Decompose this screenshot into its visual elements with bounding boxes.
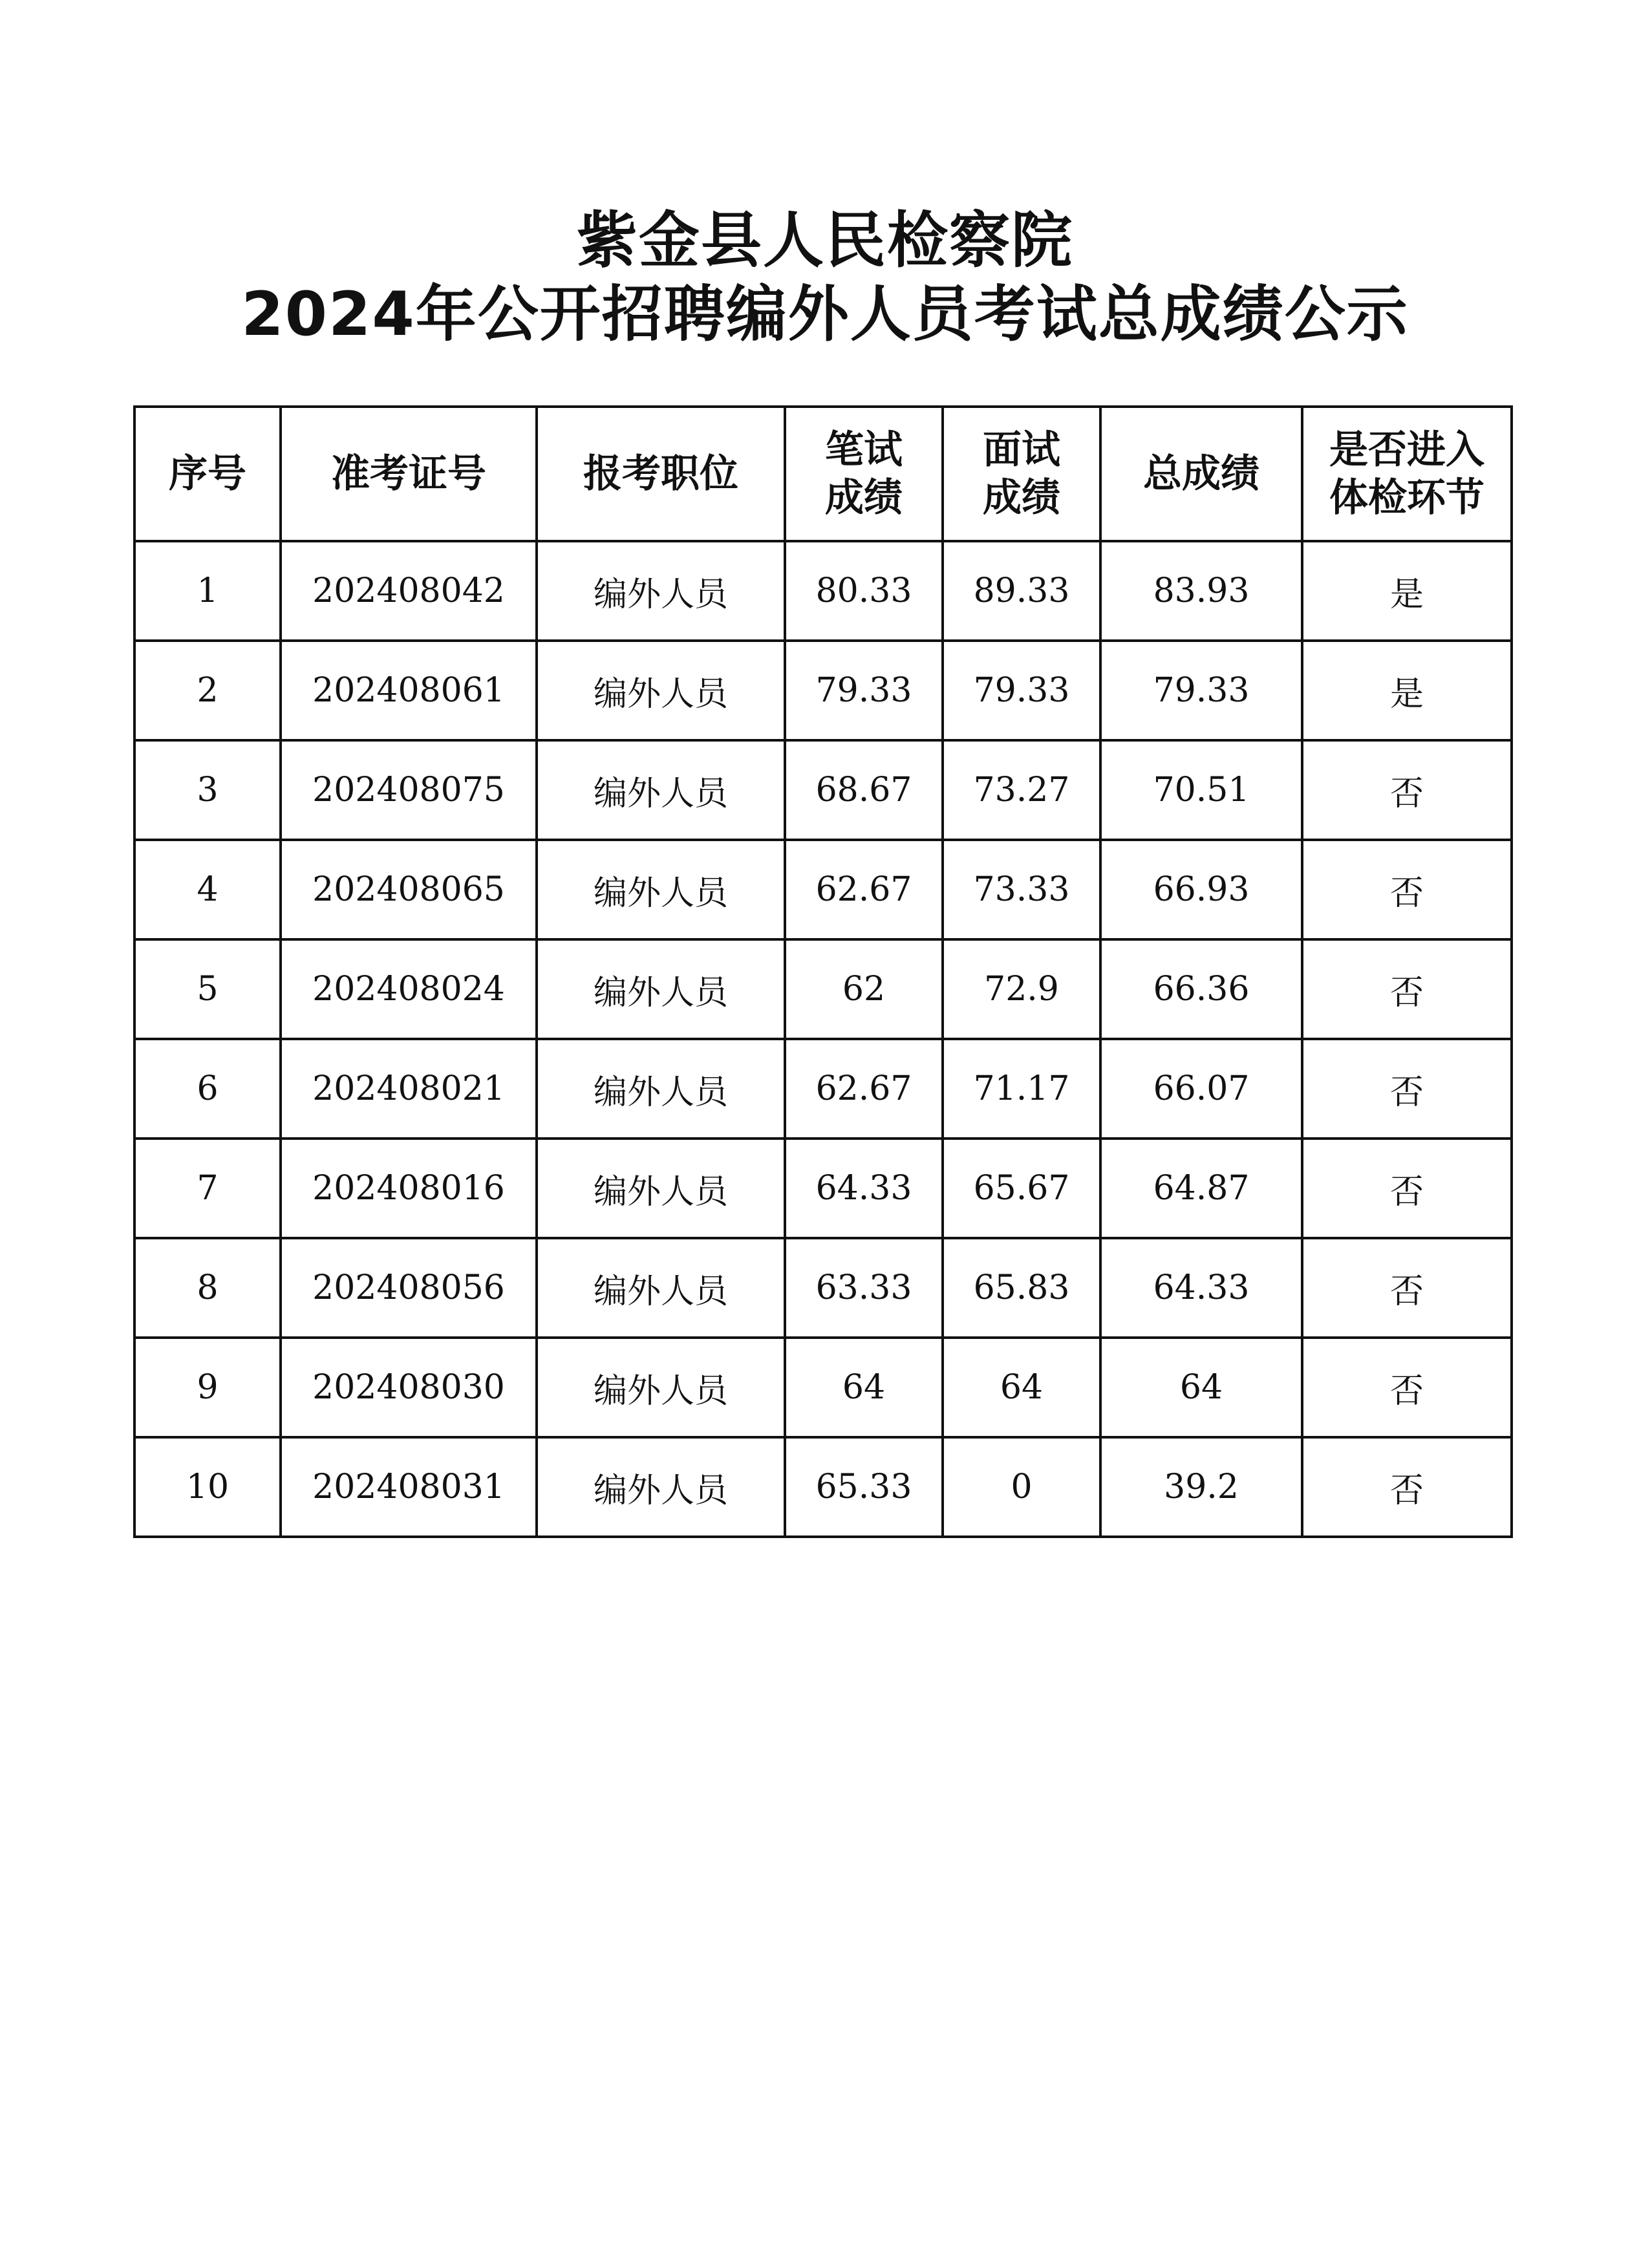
cell-written-score: 62.67: [785, 1039, 943, 1139]
header-seq: [134, 407, 281, 541]
cell-written-score: 68.67: [785, 740, 943, 840]
results-table: [133, 405, 1513, 1538]
header-exam-id-label: 准考证号: [331, 451, 486, 497]
header-position-label: 报考职位: [583, 451, 738, 497]
cell-position: 编外人员: [537, 541, 785, 641]
cell-exam-id: 202408016: [281, 1139, 537, 1238]
cell-physical-exam: 是: [1302, 541, 1512, 641]
cell-physical-exam: 否: [1302, 1039, 1512, 1139]
cell-seq: 7: [134, 1139, 281, 1238]
cell-written-score: 64.33: [785, 1139, 943, 1238]
cell-written-score: 62.67: [785, 840, 943, 939]
cell-physical-exam: 否: [1302, 1338, 1512, 1437]
cell-exam-id: 202408031: [281, 1437, 537, 1537]
header-physical-exam: [1302, 407, 1512, 541]
header-exam-id: [281, 407, 537, 541]
cell-position: 编外人员: [537, 840, 785, 939]
cell-seq: 9: [134, 1338, 281, 1437]
cell-seq: 4: [134, 840, 281, 939]
cell-interview-score: 73.27: [943, 740, 1100, 840]
cell-exam-id: 202408042: [281, 541, 537, 641]
document-title-line2: 2024年公开招聘编外人员考试总成绩公示: [241, 279, 1409, 350]
header-written-label-line1: 笔试: [825, 427, 903, 473]
table-row: [134, 541, 1512, 641]
cell-seq: 10: [134, 1437, 281, 1537]
cell-physical-exam: 否: [1302, 1139, 1512, 1238]
cell-position: 编外人员: [537, 1338, 785, 1437]
cell-seq: 1: [134, 541, 281, 641]
cell-written-score: 62: [785, 939, 943, 1039]
cell-total-score: 64: [1100, 1338, 1302, 1437]
table-row: [134, 840, 1512, 939]
table-row: [134, 1437, 1512, 1537]
header-total-score: [1100, 407, 1302, 541]
cell-seq: 3: [134, 740, 281, 840]
cell-interview-score: 71.17: [943, 1039, 1100, 1139]
cell-exam-id: 202408030: [281, 1338, 537, 1437]
cell-position: 编外人员: [537, 1437, 785, 1537]
header-pass-label-line2: 体检环节: [1329, 475, 1484, 520]
cell-written-score: 63.33: [785, 1238, 943, 1338]
cell-total-score: 39.2: [1100, 1437, 1302, 1537]
cell-exam-id: 202408056: [281, 1238, 537, 1338]
table-row: [134, 939, 1512, 1039]
cell-physical-exam: 否: [1302, 740, 1512, 840]
cell-interview-score: 79.33: [943, 641, 1100, 740]
cell-exam-id: 202408061: [281, 641, 537, 740]
cell-physical-exam: 否: [1302, 840, 1512, 939]
cell-physical-exam: 否: [1302, 939, 1512, 1039]
cell-exam-id: 202408021: [281, 1039, 537, 1139]
table-row: [134, 1238, 1512, 1338]
cell-position: 编外人员: [537, 1238, 785, 1338]
cell-total-score: 79.33: [1100, 641, 1302, 740]
cell-interview-score: 73.33: [943, 840, 1100, 939]
cell-written-score: 80.33: [785, 541, 943, 641]
cell-total-score: 66.07: [1100, 1039, 1302, 1139]
cell-total-score: 70.51: [1100, 740, 1302, 840]
cell-interview-score: 0: [943, 1437, 1100, 1537]
table-row: [134, 1039, 1512, 1139]
cell-position: 编外人员: [537, 1039, 785, 1139]
document-title-line1: 紫金县人民检察院: [576, 206, 1073, 276]
header-written-label-line2: 成绩: [825, 475, 903, 520]
cell-physical-exam: 否: [1302, 1238, 1512, 1338]
cell-total-score: 83.93: [1100, 541, 1302, 641]
cell-interview-score: 65.67: [943, 1139, 1100, 1238]
cell-position: 编外人员: [537, 1139, 785, 1238]
cell-written-score: 65.33: [785, 1437, 943, 1537]
cell-physical-exam: 是: [1302, 641, 1512, 740]
header-pass-label-line1: 是否进入: [1329, 427, 1484, 473]
cell-interview-score: 72.9: [943, 939, 1100, 1039]
cell-total-score: 66.93: [1100, 840, 1302, 939]
cell-written-score: 64: [785, 1338, 943, 1437]
cell-seq: 5: [134, 939, 281, 1039]
header-interview-label-line1: 面试: [983, 427, 1060, 473]
cell-exam-id: 202408024: [281, 939, 537, 1039]
cell-position: 编外人员: [537, 740, 785, 840]
table-row: [134, 1139, 1512, 1238]
cell-exam-id: 202408065: [281, 840, 537, 939]
table-row: [134, 641, 1512, 740]
cell-total-score: 66.36: [1100, 939, 1302, 1039]
cell-seq: 8: [134, 1238, 281, 1338]
cell-interview-score: 89.33: [943, 541, 1100, 641]
header-interview-label-line2: 成绩: [983, 475, 1060, 520]
cell-position: 编外人员: [537, 641, 785, 740]
table-row: [134, 1338, 1512, 1437]
cell-seq: 2: [134, 641, 281, 740]
cell-position: 编外人员: [537, 939, 785, 1039]
cell-seq: 6: [134, 1039, 281, 1139]
cell-total-score: 64.87: [1100, 1139, 1302, 1238]
cell-written-score: 79.33: [785, 641, 943, 740]
header-total-label: 总成绩: [1143, 451, 1259, 497]
cell-exam-id: 202408075: [281, 740, 537, 840]
cell-interview-score: 64: [943, 1338, 1100, 1437]
results-table-container: [133, 405, 1510, 1538]
header-seq-label: 序号: [169, 451, 246, 497]
table-row: [134, 740, 1512, 840]
header-interview-score: [943, 407, 1100, 541]
header-position: [537, 407, 785, 541]
cell-physical-exam: 否: [1302, 1437, 1512, 1537]
table-header-row: [134, 407, 1512, 541]
cell-interview-score: 65.83: [943, 1238, 1100, 1338]
cell-total-score: 64.33: [1100, 1238, 1302, 1338]
header-written-score: [785, 407, 943, 541]
